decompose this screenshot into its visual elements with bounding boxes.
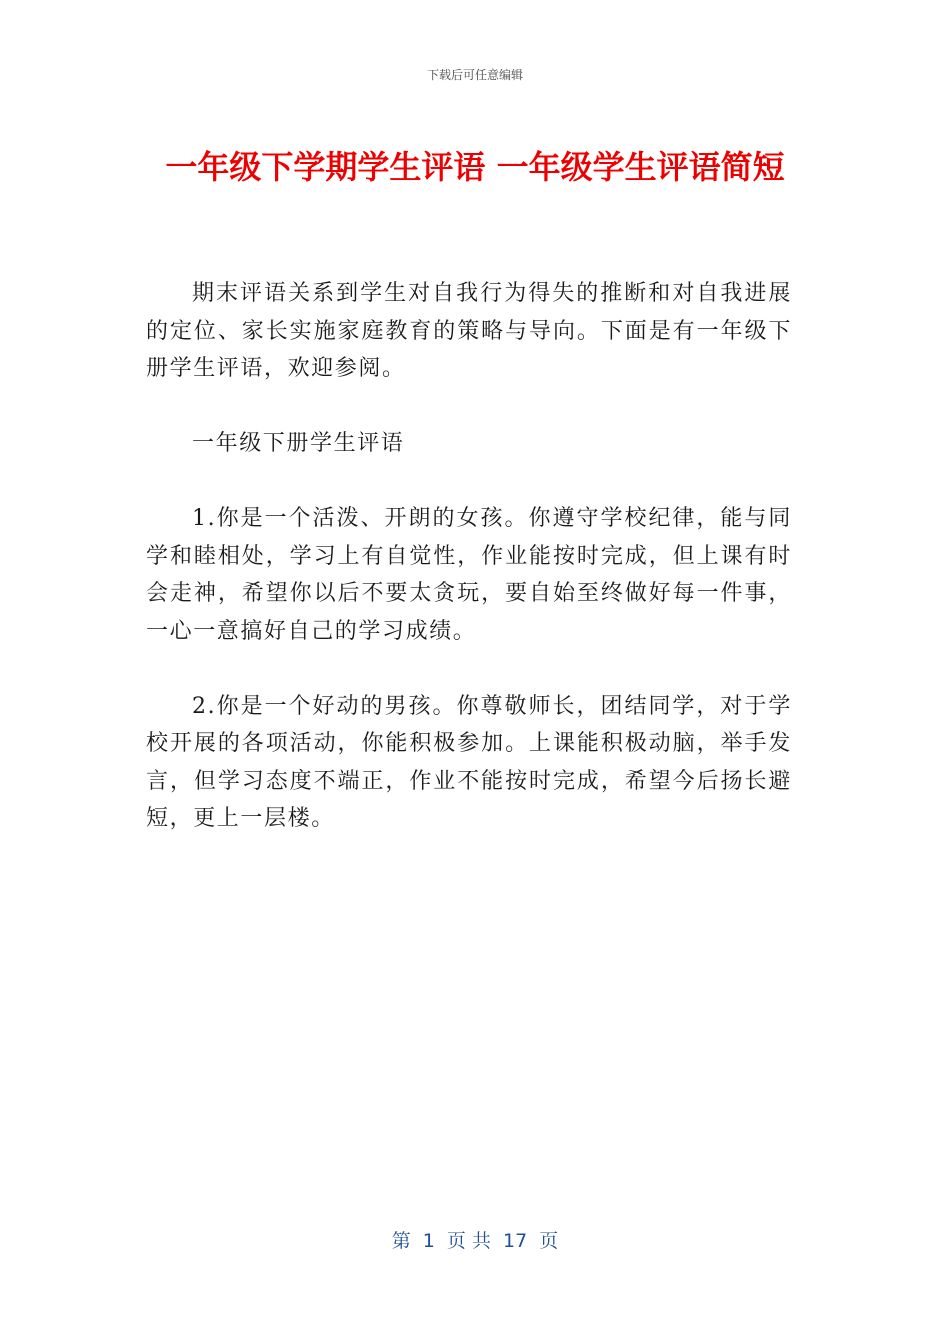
section-heading: 一年级下册学生评语 [192,431,405,456]
document-body [146,275,792,875]
header-note: 下载后可任意编辑 [426,68,523,82]
comment-paragraph-2: 2.你是一个好动的男孩。你尊敬师长，团结同学，对于学校开展的各项活动，你能积极参加。上课能积极动脑，举手发言，但学习态度不端正，作业不能按时完成，希望今后扬长避短，更上一层楼。 [146,693,792,831]
document-title: 一年级下学期学生评语 一年级学生评语简短 [165,148,785,186]
comment-paragraph-1: 1.你是一个活泼、开朗的女孩。你遵守学校纪律，能与同学和睦相处，学习上有自觉性，作业能按时完成，但上课有时会走神，希望你以后不要太贪玩，要自始至终做好每一件事，一心一意搞好自己的学习成绩。 [146,506,792,644]
page-footer: 第 1 页 共 17 页 [391,1230,559,1252]
intro-paragraph: 期末评语关系到学生对自我行为得失的推断和对自我进展的定位、家长实施家庭教育的策略与导向。下面是有一年级下册学生评语，欢迎参阅。 [146,281,792,381]
